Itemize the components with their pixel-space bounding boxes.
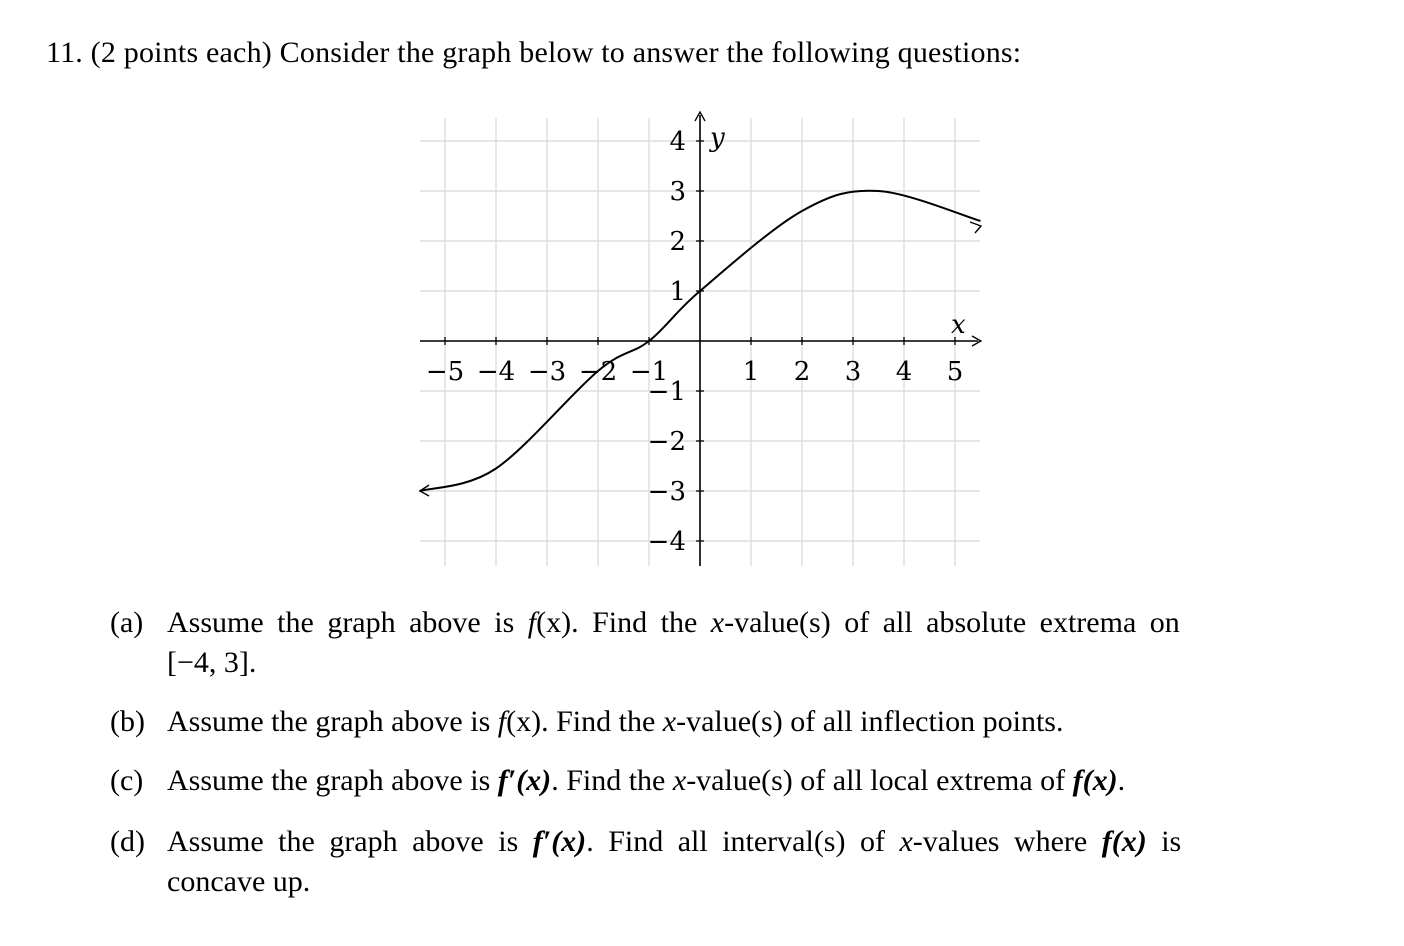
part-c-fprime: f′(x) xyxy=(497,764,552,797)
part-d-fprime: f′(x) xyxy=(532,825,587,858)
x-axis-label: x xyxy=(951,310,966,340)
part-c-text-2: . Find the xyxy=(551,764,673,797)
part-a-line2: [−4, 3]. xyxy=(167,646,257,679)
part-d-text-4: is xyxy=(1146,825,1182,858)
part-a-text-1: Assume the graph above is xyxy=(167,606,528,639)
part-d-f: f(x) xyxy=(1101,825,1147,858)
y-tick-label: 2 xyxy=(669,227,686,257)
part-c-x: x xyxy=(672,764,687,797)
part-d-text xyxy=(167,823,1181,861)
part-b-text-2: . Find the xyxy=(541,705,663,738)
axes xyxy=(420,112,981,566)
x-tick-label: 3 xyxy=(844,357,862,387)
part-a-text-2: . Find the xyxy=(571,606,711,639)
x-tick-label: −2 xyxy=(578,357,618,387)
y-tick-label: 3 xyxy=(669,177,686,207)
x-tick-label: −5 xyxy=(425,357,465,387)
question-header: 11. (2 points each) Consider the graph below to answer the following questions: xyxy=(46,36,1022,69)
part-d-x: x xyxy=(899,825,913,858)
x-tick-label: 1 xyxy=(742,357,760,387)
part-c-label: (c) xyxy=(110,764,144,797)
part-a-text xyxy=(167,604,1180,642)
x-tick-label: 2 xyxy=(793,357,811,387)
part-d xyxy=(110,823,1300,903)
part-d-text-1: Assume the graph above is xyxy=(167,825,533,858)
part-c-text xyxy=(167,762,1125,800)
part-a-paren-x: (x) xyxy=(536,606,572,639)
x-tick-label: −4 xyxy=(476,357,516,387)
y-tick-label: −4 xyxy=(647,527,686,557)
y-tick-label: −3 xyxy=(647,477,686,507)
part-d-line2: concave up. xyxy=(167,865,311,898)
part-b-text-1: Assume the graph above is xyxy=(167,705,498,738)
part-a-f: f xyxy=(527,606,537,639)
part-a-text-3: -value(s) of all absolute extrema on xyxy=(724,606,1180,639)
part-b-paren-x: (x) xyxy=(506,705,542,738)
x-tick-label: 5 xyxy=(946,357,964,387)
part-d-text-2: . Find all interval(s) of xyxy=(586,825,900,858)
part-b-f: f xyxy=(497,705,507,738)
y-tick-label: −2 xyxy=(647,427,686,457)
part-a xyxy=(110,604,1300,684)
part-a-x: x xyxy=(710,606,725,639)
x-tick-label: −3 xyxy=(527,357,567,387)
part-d-label: (d) xyxy=(110,825,145,858)
part-d-text-3: -values where xyxy=(912,825,1102,858)
part-b-label: (b) xyxy=(110,705,145,738)
part-c-text-1: Assume the graph above is xyxy=(167,764,498,797)
y-tick-label: 1 xyxy=(669,277,686,307)
y-axis-label: y xyxy=(710,123,725,153)
part-c-f: f(x) xyxy=(1072,764,1118,797)
x-tick-label: 4 xyxy=(895,357,913,387)
y-tick-label: 4 xyxy=(669,127,686,157)
y-tick-label: −1 xyxy=(647,377,686,407)
x-tick-label: −1 xyxy=(629,357,669,387)
part-c-text-4: . xyxy=(1117,764,1126,797)
part-b-text-3: -value(s) of all inflection points. xyxy=(676,705,1064,738)
part-b-x: x xyxy=(662,705,677,738)
part-c-text-3: -value(s) of all local extrema of xyxy=(686,764,1073,797)
part-a-label: (a) xyxy=(110,606,144,639)
right-arrowhead xyxy=(970,222,981,233)
part-b-text xyxy=(167,703,1064,741)
